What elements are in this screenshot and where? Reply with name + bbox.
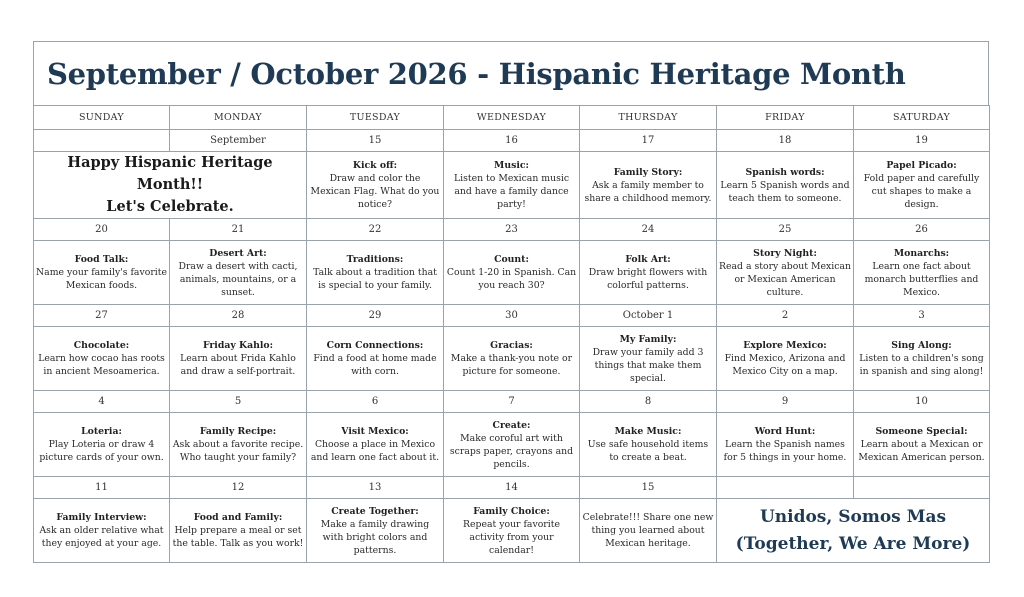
activity-title: Story Night: [753, 247, 817, 259]
activity-title: Word Hunt: [754, 426, 816, 437]
activity-cell [717, 152, 854, 219]
activity-title: Family Story: [613, 166, 683, 178]
activity-title: Make Music: [614, 426, 682, 437]
activity-cell [580, 499, 717, 563]
motto-text [719, 504, 987, 558]
banner-line: Happy Hispanic Heritage Month!! [67, 154, 273, 193]
date-cell [34, 130, 170, 152]
activity-title: Papel Picado: [886, 160, 957, 171]
activity-title: Corn Connections: [326, 340, 424, 351]
activity-row [34, 327, 990, 391]
activity-title: Visit Mexico: [341, 426, 409, 437]
activity-description: Draw and color the Mexican Flag. What do you notice? [310, 173, 440, 210]
activity-cell [307, 327, 444, 391]
date-cell: October 1 [580, 305, 717, 327]
date-cell: 17 [580, 130, 717, 152]
day-header: FRIDAY [717, 106, 854, 130]
date-cell: 9 [717, 391, 854, 413]
activity-title: Loteria: [81, 426, 122, 437]
date-cell: 26 [854, 219, 990, 241]
activity-cell [170, 499, 307, 563]
activity-cell [444, 327, 580, 391]
date-cell: 22 [307, 219, 444, 241]
activity-title: Family Choice: [473, 505, 550, 517]
activity-cell [854, 327, 990, 391]
activity-cell [580, 241, 717, 305]
activity-cell [444, 413, 580, 477]
date-row [34, 219, 990, 241]
day-header: SATURDAY [854, 106, 990, 130]
activity-row [34, 413, 990, 477]
activity-description: Ask an older relative what they enjoyed at your age. [39, 525, 164, 549]
activity-description: Draw your family add 3 things that make them special. [592, 346, 704, 384]
activity-cell [307, 499, 444, 563]
date-cell: 29 [307, 305, 444, 327]
activity-row [34, 241, 990, 305]
activity-description: Make a thank-you note or picture for someone. [450, 353, 573, 377]
activity-description: Learn 5 Spanish words and teach them to someone. [720, 179, 850, 204]
activity-description: Play Loteria or draw 4 picture cards of your own. [39, 439, 164, 463]
activity-description: Ask about a favorite recipe. Who taught your family? [172, 439, 304, 463]
activity-cell [580, 327, 717, 391]
activity-description: Find a food at home made with corn. [313, 353, 437, 377]
activity-title: Friday Kahlo: [202, 340, 274, 351]
date-cell: 14 [444, 477, 580, 499]
activity-cell [854, 152, 990, 219]
activity-description: Ask a family member to share a childhood memory. [584, 179, 712, 204]
date-cell: 12 [170, 477, 307, 499]
date-row [34, 391, 990, 413]
date-cell: 20 [34, 219, 170, 241]
banner-line: (Together, We Are More) [735, 533, 971, 554]
day-header: WEDNESDAY [444, 106, 580, 130]
activity-cell [170, 413, 307, 477]
activity-cell [444, 152, 580, 219]
activity-title: Chocolate: [73, 340, 130, 351]
activity-description: Use safe household items to create a beat. [587, 439, 709, 463]
date-cell: 5 [170, 391, 307, 413]
activity-description: Fold paper and carefully cut shapes to make a design. [863, 173, 980, 210]
date-cell: 15 [307, 130, 444, 152]
activity-cell [34, 327, 170, 391]
activity-row [34, 152, 990, 219]
date-cell: 18 [717, 130, 854, 152]
activity-title: My Family: [619, 333, 677, 345]
activity-cell [854, 413, 990, 477]
activity-title: Kick off: [352, 160, 398, 171]
activity-description: Repeat your favorite activity from your calendar! [463, 518, 560, 556]
date-cell: 28 [170, 305, 307, 327]
date-cell: 11 [34, 477, 170, 499]
activity-cell [717, 327, 854, 391]
date-cell: 2 [717, 305, 854, 327]
activity-title: Desert Art: [209, 247, 267, 259]
activity-description: Learn how cocao has roots in ancient Mesoamerica. [38, 353, 165, 377]
activity-description: Name your family's favorite Mexican foods. [36, 267, 167, 291]
activity-cell [717, 413, 854, 477]
activity-title: Family Interview: [56, 512, 147, 523]
date-cell: 21 [170, 219, 307, 241]
date-row [34, 305, 990, 327]
motto-banner [717, 499, 990, 563]
date-cell: September [170, 130, 307, 152]
activity-description: Make a family drawing with bright colors and patterns. [320, 518, 430, 556]
date-cell: 13 [307, 477, 444, 499]
activity-description: Find Mexico, Arizona and Mexico City on a map. [724, 353, 846, 377]
date-cell: 16 [444, 130, 580, 152]
date-cell: 15 [580, 477, 717, 499]
activity-cell [444, 499, 580, 563]
date-cell: 27 [34, 305, 170, 327]
calendar-grid [33, 105, 990, 563]
activity-title: Create: [492, 419, 531, 431]
activity-title: Count: [494, 254, 529, 265]
date-cell: 19 [854, 130, 990, 152]
activity-cell [580, 413, 717, 477]
activity-title: Food and Family: [193, 512, 283, 523]
activity-description: Read a story about Mexican or Mexican American culture. [719, 260, 851, 298]
date-cell: 25 [717, 219, 854, 241]
day-header: TUESDAY [307, 106, 444, 130]
activity-description: Celebrate!!! Share one new thing you learned about Mexican heritage. [582, 512, 714, 549]
date-cell [717, 477, 854, 499]
activity-description: Count 1-20 in Spanish. Can you reach 30? [446, 267, 577, 291]
activity-title: Explore Mexico: [743, 340, 827, 351]
date-cell: 23 [444, 219, 580, 241]
activity-description: Learn the Spanish names for 5 things in your home. [723, 439, 847, 463]
date-cell: 24 [580, 219, 717, 241]
activity-description: Learn about Frida Kahlo and draw a self-portrait. [180, 353, 296, 377]
welcome-banner [34, 152, 307, 219]
activity-cell [34, 241, 170, 305]
activity-cell [307, 241, 444, 305]
activity-description: Draw a desert with cacti, animals, mountains, or a sunset. [178, 260, 298, 298]
activity-description: Help prepare a meal or set the table. Talk as you work! [172, 525, 304, 549]
date-cell: 10 [854, 391, 990, 413]
activity-cell [34, 499, 170, 563]
activity-description: Listen to Mexican music and have a family dance party! [453, 173, 570, 210]
activity-title: Traditions: [346, 254, 404, 265]
day-header: SUNDAY [34, 106, 170, 130]
activity-cell [717, 241, 854, 305]
date-cell [854, 477, 990, 499]
activity-title: Gracias: [490, 340, 533, 351]
date-cell: 3 [854, 305, 990, 327]
activity-title: Folk Art: [625, 254, 671, 265]
activity-cell [444, 241, 580, 305]
activity-title: Sing Along: [891, 340, 952, 351]
banner-line: Let's Celebrate. [106, 198, 234, 215]
activity-cell [170, 241, 307, 305]
activity-description: Learn one fact about monarch butterflies and Mexico. [864, 260, 979, 298]
date-cell: 8 [580, 391, 717, 413]
activity-title: Spanish words: [745, 166, 825, 178]
day-header: THURSDAY [580, 106, 717, 130]
title-bar [33, 41, 989, 105]
activity-title: Music: [494, 160, 529, 171]
date-cell: 4 [34, 391, 170, 413]
activity-title: Family Recipe: [199, 426, 277, 437]
date-row [34, 477, 990, 499]
activity-cell [580, 152, 717, 219]
activity-cell [854, 241, 990, 305]
banner-line: Unidos, Somos Mas [759, 506, 947, 527]
activity-description: Learn about a Mexican or Mexican American person. [858, 439, 985, 463]
welcome-text [36, 152, 304, 218]
page-title: September / October 2026 - Hispanic Heritage Month [47, 56, 906, 91]
activity-description: Listen to a children's song in spanish and sing along! [859, 353, 984, 377]
date-cell: 30 [444, 305, 580, 327]
activity-title: Someone Special: [875, 426, 968, 437]
activity-cell [307, 413, 444, 477]
activity-cell [307, 152, 444, 219]
activity-description: Talk about a tradition that is special to your family. [313, 267, 437, 291]
activity-description: Choose a place in Mexico and learn one fact about it. [310, 439, 440, 463]
activity-row [34, 499, 990, 563]
activity-title: Create Together: [331, 505, 419, 517]
date-cell: 6 [307, 391, 444, 413]
activity-title: Monarchs: [893, 247, 950, 259]
activity-cell [170, 327, 307, 391]
activity-description: Make coroful art with scraps paper, crayons and pencils. [449, 432, 574, 470]
activity-cell [34, 413, 170, 477]
day-header-row [34, 106, 990, 130]
activity-description: Draw bright flowers with colorful patterns. [588, 267, 708, 291]
activity-title: Food Talk: [74, 254, 129, 265]
calendar [33, 41, 989, 563]
day-header: MONDAY [170, 106, 307, 130]
date-cell: 7 [444, 391, 580, 413]
date-row [34, 130, 990, 152]
